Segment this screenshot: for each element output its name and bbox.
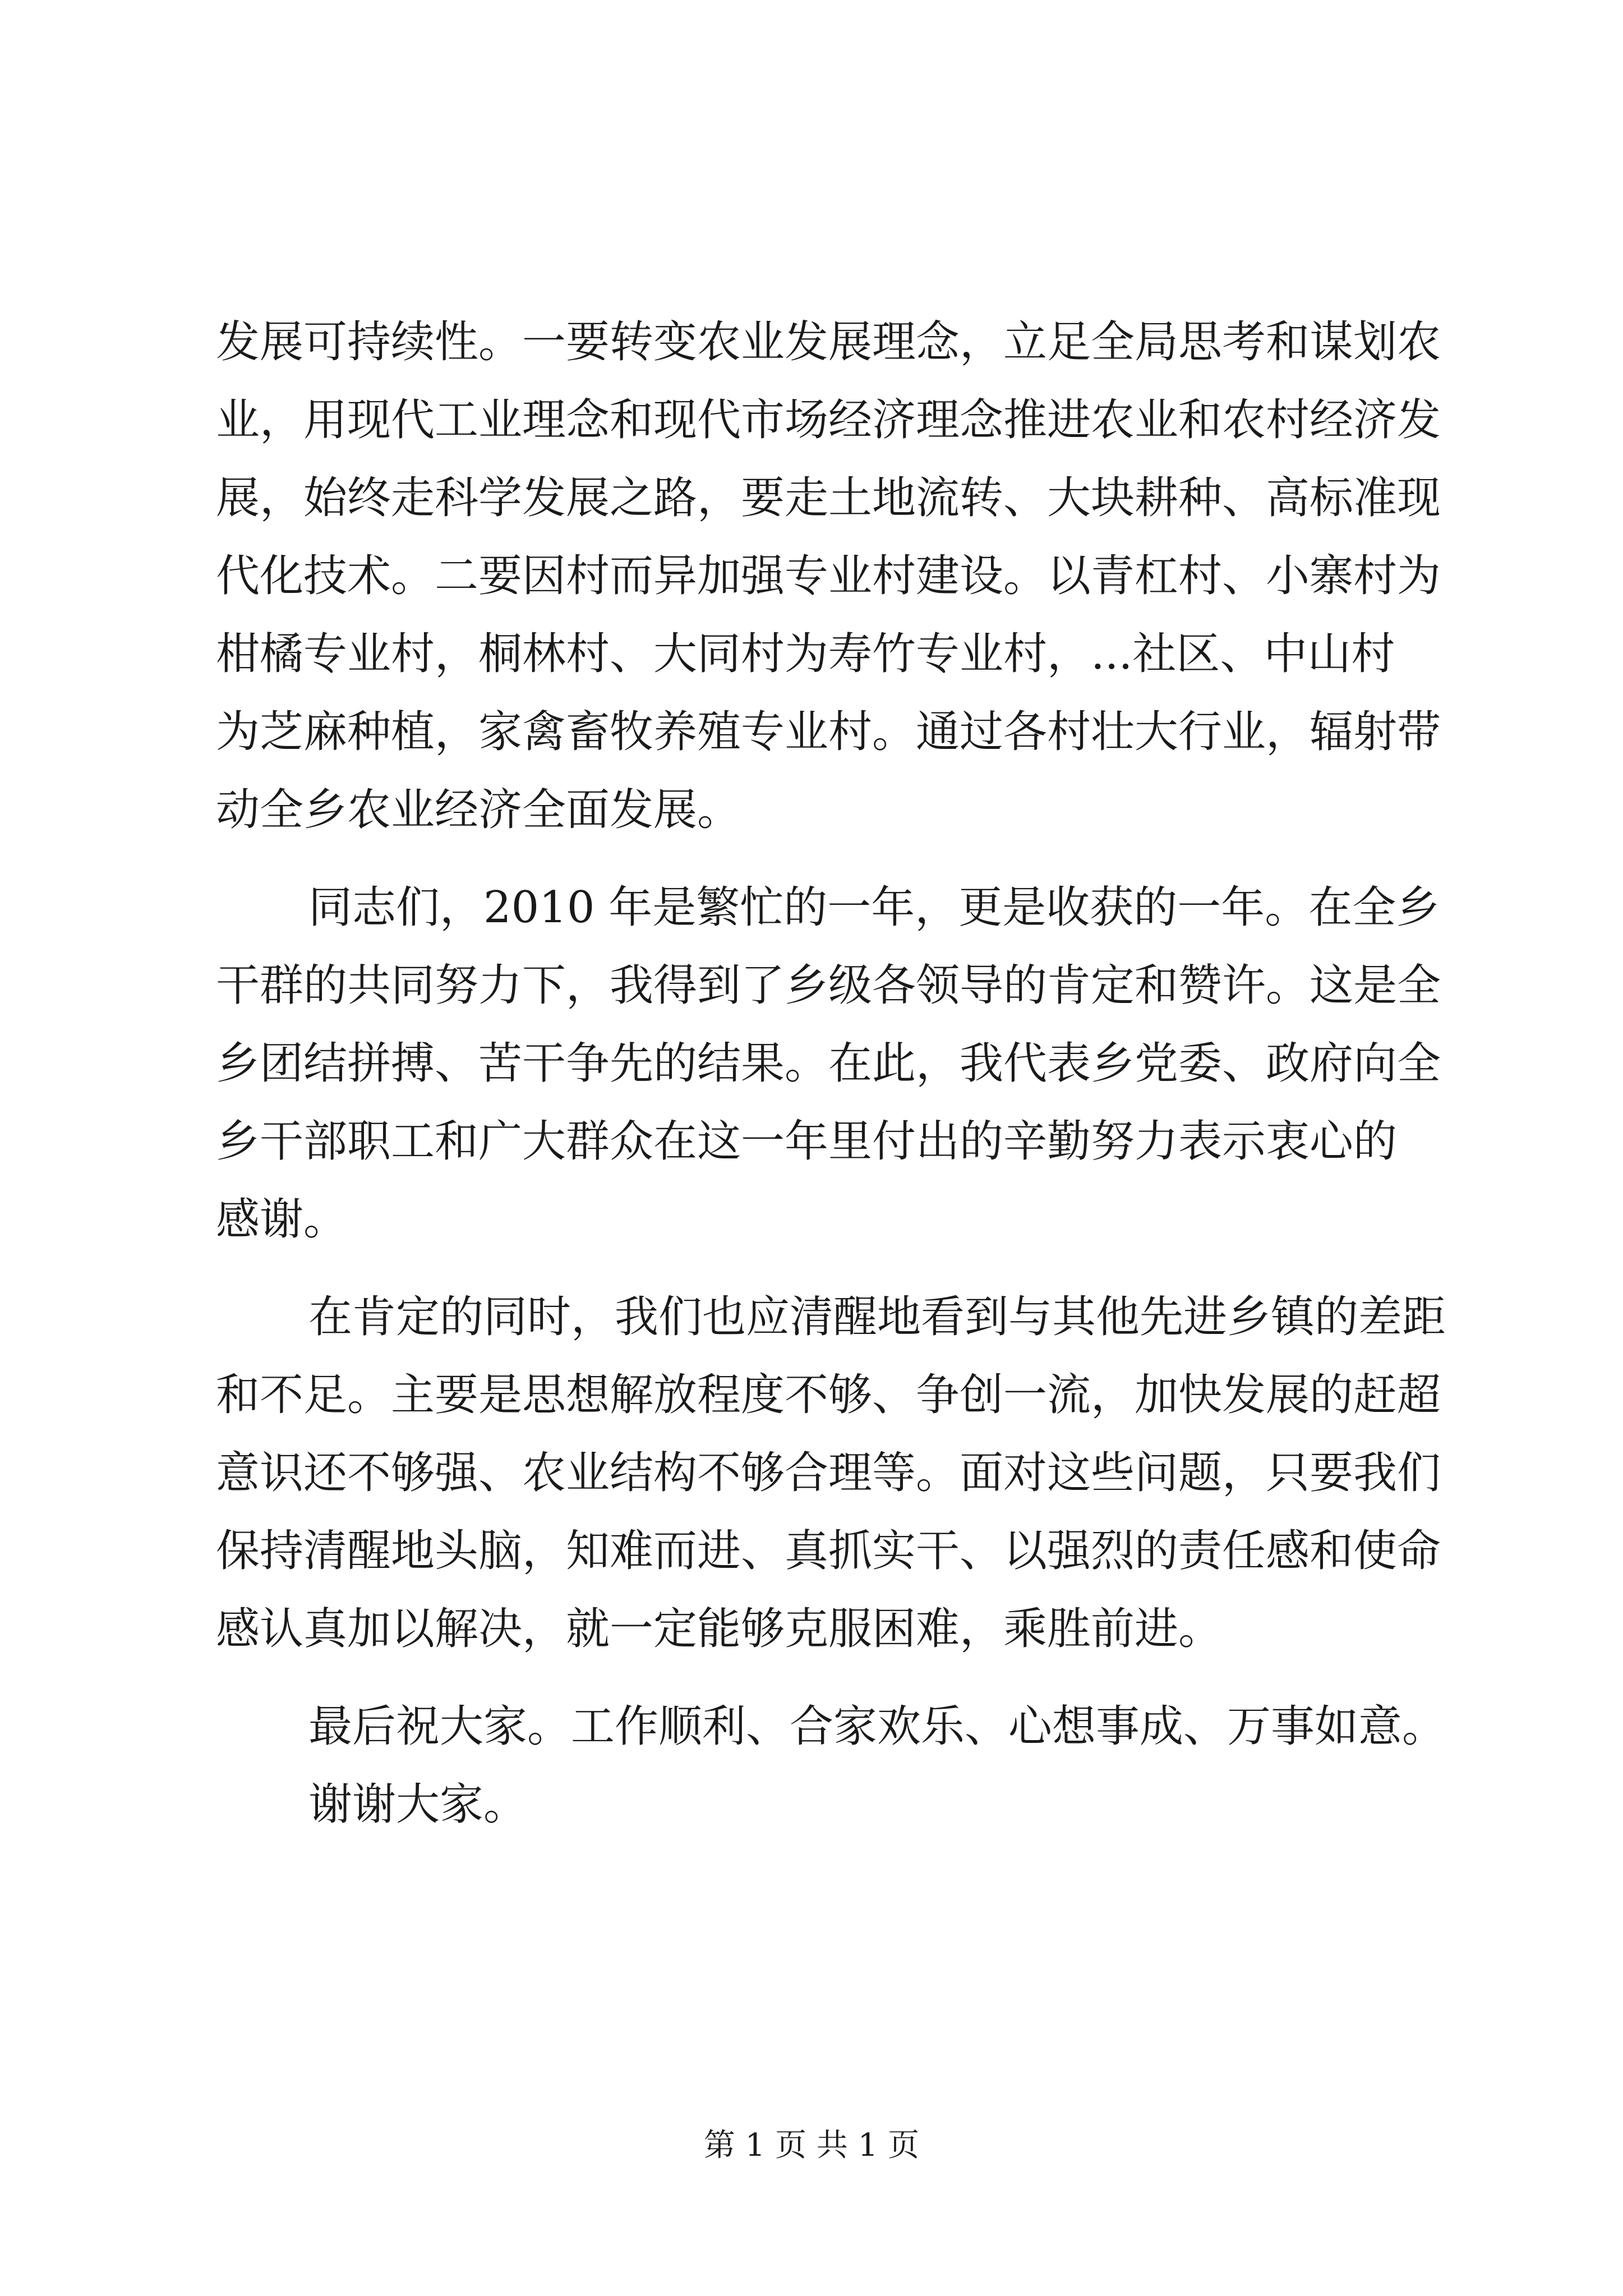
paragraph-3-line-5: 感认真加以解决，就一定能够克服困难，乘胜前进。: [216, 1604, 1223, 1654]
paragraph-1-line-2: 业，用现代工业理念和现代市场经济理念推进农业和农村经济发: [216, 395, 1441, 445]
paragraph-3-line-2: 和不足。主要是思想解放程度不够、争创一流，加快发展的赶超: [216, 1370, 1441, 1420]
paragraph-1-line-1: 发展可持续性。一要转变农业发展理念，立足全局思考和谋划农: [216, 317, 1441, 367]
paragraph-1-line-4: 代化技术。二要因村而异加强专业村建设。以青杠村、小寨村为: [216, 551, 1441, 601]
paragraph-2-line-1: 同志们，2010 年是繁忙的一年，更是收获的一年。在全乡: [308, 882, 1440, 933]
paragraph-2-line-2: 干群的共同努力下，我得到了乡级各领导的肯定和赞许。这是全: [216, 960, 1441, 1011]
paragraph-2-line-4: 乡干部职工和广大群众在这一年里付出的辛勤努力表示衷心的: [216, 1116, 1398, 1167]
paragraph-1-line-7: 动全乡农业经济全面发展。: [216, 785, 741, 835]
paragraph-3-line-1: 在肯定的同时，我们也应清醒地看到与其他先进乡镇的差距: [308, 1292, 1446, 1342]
paragraph-4-line-1: 最后祝大家。工作顺利、合家欢乐、心想事成、万事如意。: [308, 1701, 1446, 1752]
paragraph-3-line-4: 保持清醒地头脑，知难而进、真抓实干、以强烈的责任感和使命: [216, 1526, 1441, 1576]
page-number-footer: 第 1 页 共 1 页: [703, 2127, 920, 2164]
paragraph-2-line-5: 感谢。: [216, 1194, 348, 1245]
paragraph-1-line-3: 展，始终走科学发展之路，要走土地流转、大块耕种、高标准现: [216, 473, 1441, 523]
paragraph-1-line-6: 为芝麻种植，家禽畜牧养殖专业村。通过各村壮大行业，辐射带: [216, 707, 1441, 757]
paragraph-3-line-3: 意识还不够强、农业结构不够合理等。面对这些问题，只要我们: [216, 1448, 1441, 1498]
paragraph-2-line-3: 乡团结拼搏、苦干争先的结果。在此，我代表乡党委、政府向全: [216, 1038, 1441, 1089]
paragraph-1-line-5: 柑橘专业村，桐林村、大同村为寿竹专业村，...社区、中山村: [216, 629, 1395, 679]
paragraph-5-line-1: 谢谢大家。: [308, 1779, 528, 1830]
